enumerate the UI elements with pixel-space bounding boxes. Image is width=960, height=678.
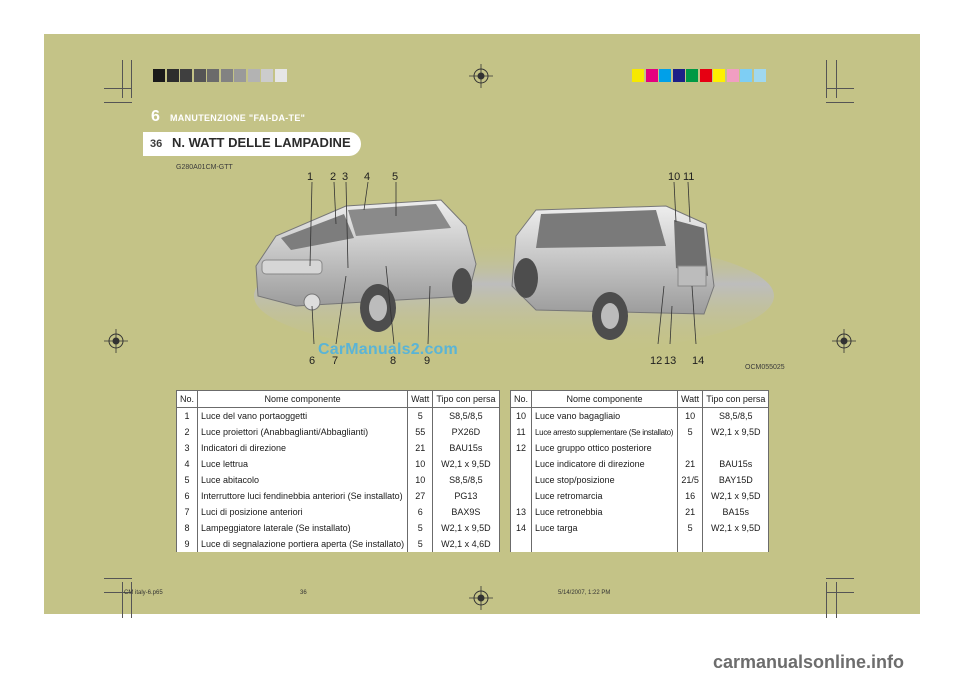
cell-watt: 21 <box>678 504 703 520</box>
col-header-watt: Watt <box>408 391 433 408</box>
registration-mark-icon <box>469 586 493 610</box>
color-swatch <box>194 69 206 82</box>
callout-8: 8 <box>390 355 397 367</box>
callout-13: 13 <box>664 355 677 367</box>
cell-watt: 5 <box>408 408 433 425</box>
cell-name <box>532 536 678 552</box>
cell-no: 8 <box>177 520 198 536</box>
bulb-table-right <box>510 390 769 552</box>
registration-mark-icon <box>469 64 493 88</box>
cell-no <box>511 488 532 504</box>
cell-watt: 5 <box>408 536 433 552</box>
color-swatch <box>646 69 658 82</box>
table-row <box>177 408 500 425</box>
watermark-link[interactable]: CarManuals2.com <box>318 341 458 358</box>
page-number: 36 <box>150 138 163 150</box>
table-row <box>177 424 500 440</box>
cell-watt: 21/5 <box>678 472 703 488</box>
color-swatch <box>221 69 233 82</box>
cell-name: Luce vano bagagliaio <box>532 408 678 425</box>
section-number: 6 <box>151 108 160 125</box>
callout-2: 2 <box>330 171 337 183</box>
cell-watt: 5 <box>408 520 433 536</box>
table-row <box>177 488 500 504</box>
cell-type: BAX9S <box>433 504 499 520</box>
cell-watt: 27 <box>408 488 433 504</box>
table-row <box>511 440 769 456</box>
cell-type: BA15s <box>703 504 769 520</box>
footer-site-link[interactable]: carmanualsonline.info <box>713 652 905 672</box>
color-swatch <box>686 69 698 82</box>
callout-7: 7 <box>332 355 339 367</box>
table-row <box>511 520 769 536</box>
cell-watt <box>678 536 703 552</box>
callout-14: 14 <box>692 355 705 367</box>
cell-type: BAU15s <box>703 456 769 472</box>
cell-watt: 10 <box>678 408 703 425</box>
callout-9: 9 <box>424 355 431 367</box>
cell-name: Luce lettrua <box>198 456 408 472</box>
cell-name: Luce del vano portaoggetti <box>198 408 408 425</box>
color-swatch <box>713 69 725 82</box>
cell-watt: 10 <box>408 472 433 488</box>
color-swatch <box>248 69 260 82</box>
cell-name: Luce di segnalazione portiera aperta (Se installato) <box>198 536 408 552</box>
callout-11: 11 <box>683 171 695 183</box>
cell-name: Luce targa <box>532 520 678 536</box>
bulb-table-left <box>176 390 500 552</box>
cell-type: W2,1 x 9,5D <box>703 424 769 440</box>
cell-watt: 21 <box>408 440 433 456</box>
table-row <box>511 408 769 425</box>
section-title: MANUTENZIONE "FAI-DA-TE" <box>170 113 306 123</box>
color-swatch <box>632 69 644 82</box>
table-row <box>177 536 500 552</box>
cell-type: S8,5/8,5 <box>703 408 769 425</box>
cell-name: Luce abitacolo <box>198 472 408 488</box>
cell-type: PG13 <box>433 488 499 504</box>
cell-name: Luce retromarcia <box>532 488 678 504</box>
callout-3: 3 <box>342 171 349 183</box>
cell-name: Luce stop/posizione <box>532 472 678 488</box>
footer-file: CM italy-6.p65 <box>124 590 163 596</box>
col-header-type: Tipo con persa <box>703 391 769 408</box>
callout-1: 1 <box>307 171 314 183</box>
color-swatch <box>700 69 712 82</box>
col-header-no: No. <box>177 391 198 408</box>
cell-no: 11 <box>511 424 532 440</box>
table-row <box>511 472 769 488</box>
color-swatch <box>234 69 246 82</box>
cell-type: W2,1 x 9,5D <box>703 488 769 504</box>
cell-watt: 6 <box>408 504 433 520</box>
registration-mark-icon <box>832 329 856 353</box>
cell-name: Luce proiettori (Anabbaglianti/Abbaglianti) <box>198 424 408 440</box>
cell-no: 3 <box>177 440 198 456</box>
cell-no: 7 <box>177 504 198 520</box>
cell-name: Luce arresto supplementare (Se installato) <box>532 424 678 440</box>
cell-watt: 55 <box>408 424 433 440</box>
table-row <box>177 504 500 520</box>
col-header-name: Nome componente <box>532 391 678 408</box>
callout-6: 6 <box>309 355 316 367</box>
table-row <box>511 456 769 472</box>
table-row <box>511 424 769 440</box>
cell-type: S8,5/8,5 <box>433 408 499 425</box>
col-header-name: Nome componente <box>198 391 408 408</box>
vehicle-illustration <box>236 166 792 364</box>
cell-no: 13 <box>511 504 532 520</box>
cell-watt: 21 <box>678 456 703 472</box>
color-swatch <box>673 69 685 82</box>
cell-name: Luci di posizione anteriori <box>198 504 408 520</box>
callout-5: 5 <box>392 171 399 183</box>
registration-mark-icon <box>104 329 128 353</box>
col-header-watt: Watt <box>678 391 703 408</box>
callout-4: 4 <box>364 171 371 183</box>
cell-watt: 16 <box>678 488 703 504</box>
color-swatch <box>275 69 287 82</box>
cell-no <box>511 536 532 552</box>
cell-watt <box>678 440 703 456</box>
color-swatch <box>180 69 192 82</box>
color-swatch <box>740 69 752 82</box>
cell-watt: 5 <box>678 520 703 536</box>
cell-name: Lampeggiatore laterale (Se installato) <box>198 520 408 536</box>
cell-name: Luce retronebbia <box>532 504 678 520</box>
figure-reference: OCM055025 <box>745 364 785 371</box>
cell-name: Luce indicatore di direzione <box>532 456 678 472</box>
table-row <box>511 504 769 520</box>
cell-no: 12 <box>511 440 532 456</box>
table-row <box>511 536 769 552</box>
cell-no: 1 <box>177 408 198 425</box>
callout-12: 12 <box>650 355 663 367</box>
cell-type: S8,5/8,5 <box>433 472 499 488</box>
footer-page: 36 <box>300 590 307 596</box>
cell-name: Interruttore luci fendinebbia anteriori (Se installato) <box>198 488 408 504</box>
table-row <box>177 440 500 456</box>
figure-code: G280A01CM-GTT <box>176 164 233 171</box>
cell-no <box>511 472 532 488</box>
table-row <box>511 488 769 504</box>
table-row <box>177 472 500 488</box>
callout-10: 10 <box>668 171 681 183</box>
cell-no: 10 <box>511 408 532 425</box>
col-header-no: No. <box>511 391 532 408</box>
cell-type: BAU15s <box>433 440 499 456</box>
cell-type: W2,1 x 9,5D <box>433 456 499 472</box>
cell-type <box>703 440 769 456</box>
cell-type <box>703 536 769 552</box>
cell-no: 5 <box>177 472 198 488</box>
cell-no: 4 <box>177 456 198 472</box>
cell-type: PX26D <box>433 424 499 440</box>
cell-type: W2,1 x 4,6D <box>433 536 499 552</box>
cell-name: Luce gruppo ottico posteriore <box>532 440 678 456</box>
cell-no: 6 <box>177 488 198 504</box>
page-title: N. WATT DELLE LAMPADINE <box>172 135 351 150</box>
cell-no: 14 <box>511 520 532 536</box>
cell-watt: 10 <box>408 456 433 472</box>
color-swatch <box>659 69 671 82</box>
cell-no: 9 <box>177 536 198 552</box>
color-swatch <box>261 69 273 82</box>
color-swatch <box>727 69 739 82</box>
cell-no <box>511 456 532 472</box>
color-swatch <box>207 69 219 82</box>
cell-type: W2,1 x 9,5D <box>703 520 769 536</box>
col-header-type: Tipo con persa <box>433 391 499 408</box>
cell-watt: 5 <box>678 424 703 440</box>
cell-no: 2 <box>177 424 198 440</box>
footer-date: 5/14/2007, 1:22 PM <box>558 590 611 596</box>
table-row <box>177 520 500 536</box>
color-swatch <box>153 69 165 82</box>
table-row <box>177 456 500 472</box>
cell-type: W2,1 x 9,5D <box>433 520 499 536</box>
cell-name: Indicatori di direzione <box>198 440 408 456</box>
color-swatch <box>754 69 766 82</box>
color-swatch <box>167 69 179 82</box>
cell-type: BAY15D <box>703 472 769 488</box>
